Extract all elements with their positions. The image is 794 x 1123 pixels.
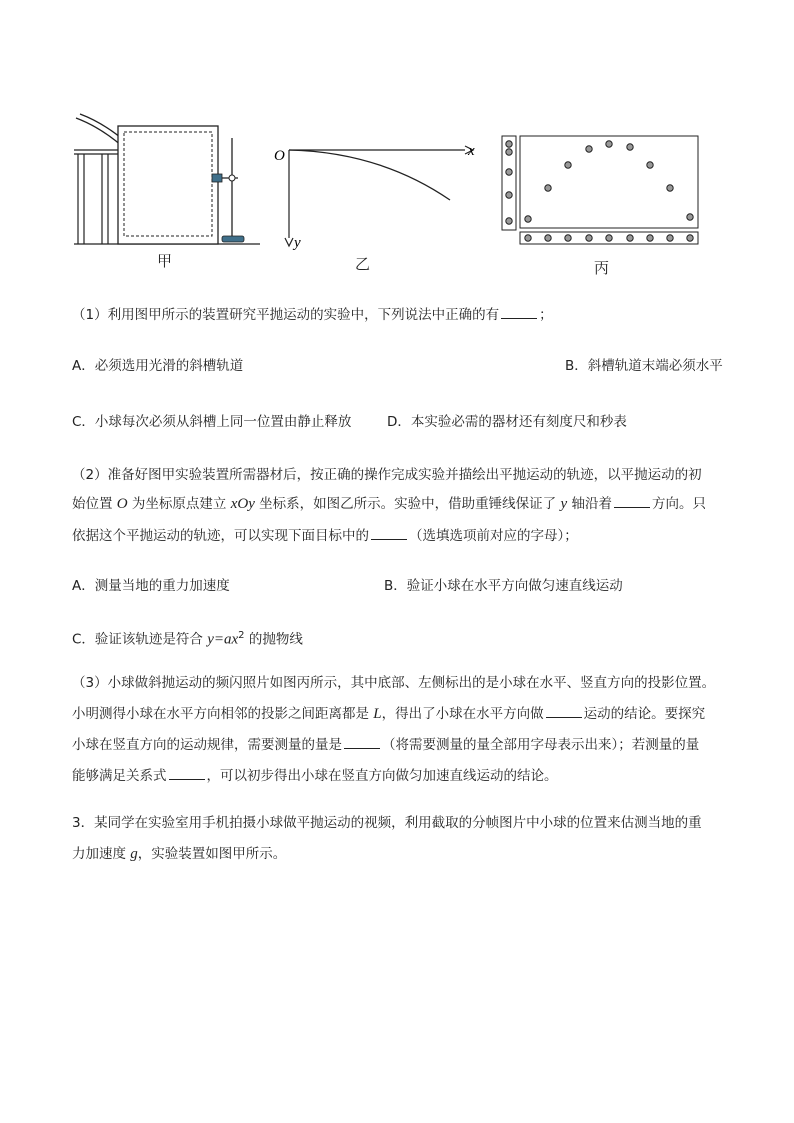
q3-line-4: 能够满足关系式 ，可以初步得出小球在竖直方向做匀加速直线运动的结论。 — [72, 768, 558, 784]
q3-line-3: 小球在竖直方向的运动规律，需要测量的量是 （将需要测量的量全部用字母表示出来）；若测量的量 — [72, 737, 700, 753]
q3-relation-blank[interactable] — [169, 767, 205, 780]
p3-line-1: 3．某同学在实验室用手机拍摄小球做平抛运动的视频，利用截取的分帧图片中小球的位置来估测当地的重 — [72, 815, 702, 831]
figure-bing-strobe — [500, 134, 705, 250]
q3-line-2: 小明测得小球在水平方向相邻的投影之间距离都是 L，得出了小球在水平方向做 运动的结论。要探究 — [72, 706, 706, 722]
q2-option-b: B．验证小球在水平方向做匀速直线运动 — [384, 578, 623, 594]
p3-line-2: 力加速度 g，实验装置如图甲所示。 — [72, 846, 287, 862]
q2-line-1: （2）准备好图甲实验装置所需器材后，按正确的操作完成实验并描绘出平抛运动的轨迹，以平抛运动的初 — [72, 467, 702, 483]
q3-motion-blank[interactable] — [546, 705, 582, 718]
q3-quantity-blank[interactable] — [344, 736, 380, 749]
q2-option-a: A．测量当地的重力加速度 — [72, 578, 230, 594]
q2-line-3: 依据这个平抛运动的轨迹，可以实现下面目标中的 （选填选项前对应的字母）； — [72, 528, 578, 544]
q1-option-d: D．本实验必需的器材还有刻度尺和秒表 — [387, 414, 627, 430]
q1-option-b: B．斜槽轨道末端必须水平 — [565, 358, 723, 374]
y-axis-arrow — [285, 238, 293, 246]
q3-line-1: （3）小球做斜抛运动的频闪照片如图丙所示，其中底部、左侧标出的是小球在水平、竖直方向的投影位置。 — [72, 675, 716, 691]
q2-direction-blank[interactable] — [614, 495, 650, 508]
table-legs — [74, 150, 118, 244]
figure-yi-caption: 乙 — [355, 255, 371, 273]
figure-jia-apparatus — [72, 112, 262, 247]
q2-goal-blank[interactable] — [371, 527, 407, 540]
q1-option-a: A．必须选用光滑的斜槽轨道 — [72, 358, 244, 374]
horizontal-projection-balls — [525, 235, 693, 241]
q1-stem: （1）利用图甲所示的装置研究平抛运动的实验中，下列说法中正确的有 ； — [72, 307, 553, 323]
figure-jia-caption: 甲 — [157, 252, 173, 270]
origin-label: O — [274, 148, 285, 164]
q2-option-c: C．验证该轨迹是符合 $y=ax^2$ 的抛物线 — [72, 630, 303, 648]
figure-bing-caption: 丙 — [594, 259, 610, 277]
y-label: y — [294, 235, 301, 251]
figure-yi-axes — [270, 138, 485, 253]
q1-answer-blank[interactable] — [501, 306, 537, 319]
trajectory-curve — [289, 150, 450, 200]
photo-frame — [520, 136, 698, 228]
board — [118, 126, 218, 244]
x-label: x — [468, 143, 475, 159]
q2-line-2: 始位置 O 为坐标原点建立 xOy 坐标系，如图乙所示。实验中，借助重锤线保证了 y 轴沿着 方向。只 — [72, 496, 706, 512]
q1-option-c: C．小球每次必须从斜槽上同一位置由静止释放 — [72, 414, 352, 430]
